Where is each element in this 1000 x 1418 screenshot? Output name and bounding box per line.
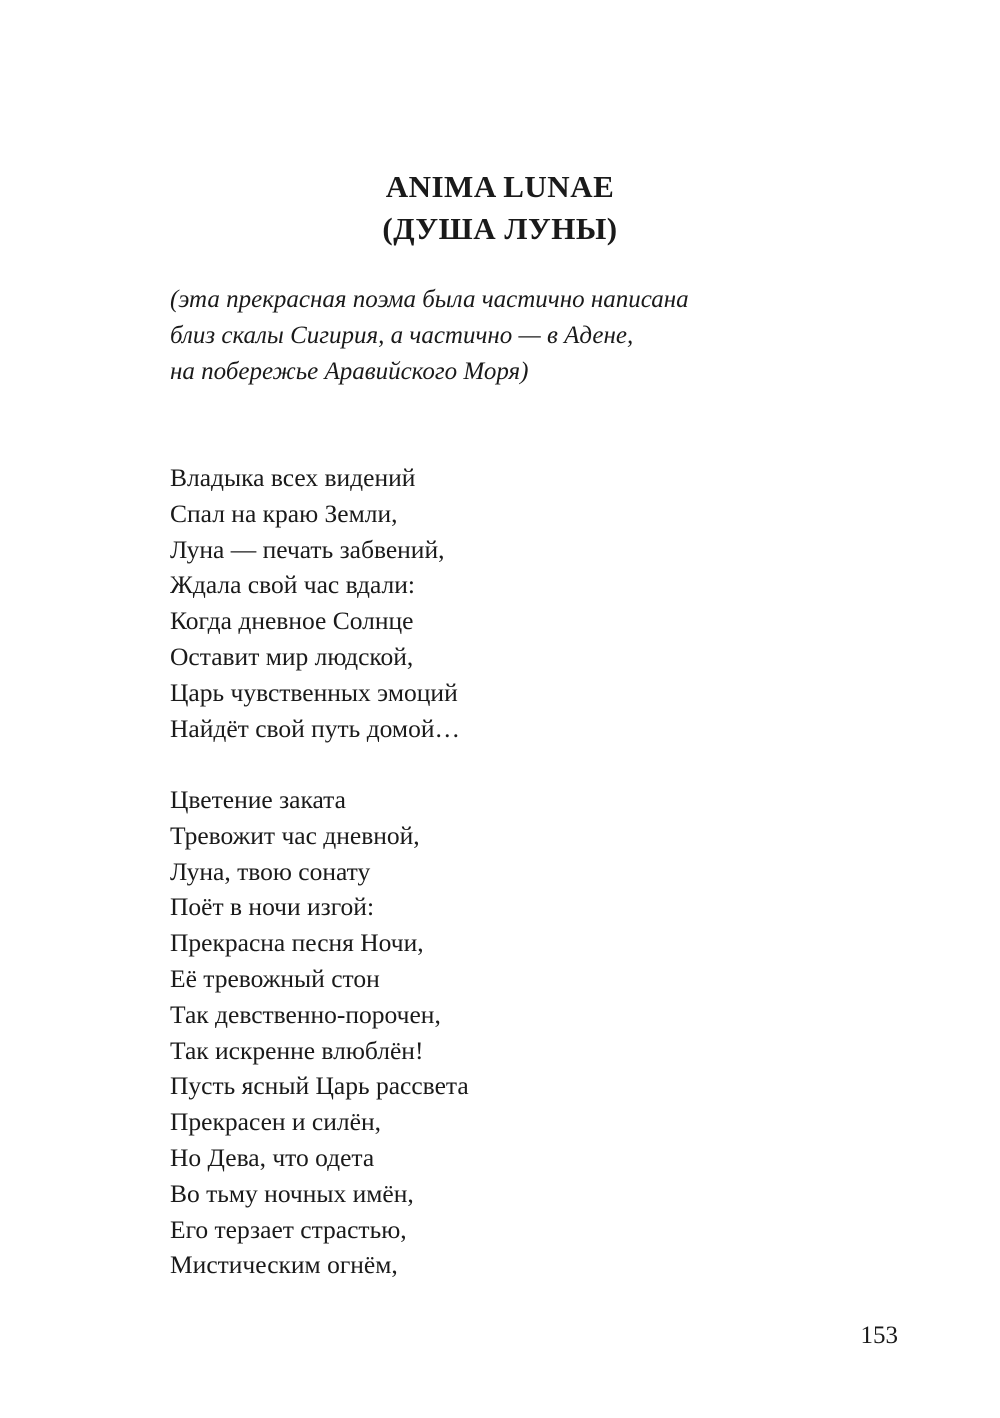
poem-title-russian: (ДУША ЛУНЫ) [382,211,618,246]
verse-line: Владыка всех видений [170,463,416,492]
verse-line: Луна, твою сонату [170,856,371,886]
verse-line: Поёт в ночи изгой: [170,892,375,922]
verse-line: Так искренне влюблён! [170,1035,424,1065]
verse-line: Его терзает страстью, [170,1214,407,1244]
poem-title [0,166,1000,250]
verse-line: Прекрасен и силён, [170,1107,381,1137]
verse-line: Во тьму ночных имён, [170,1178,414,1208]
stanza-2 [170,782,890,1283]
verse-line: Цветение заката [170,785,346,814]
verse-line: Тревожит час дневной, [170,820,420,850]
poem-epigraph [170,282,870,390]
verse-line: Ждала свой час вдали: [170,570,415,600]
stanza-1 [170,460,890,746]
verse-line: Луна — печать забвений, [170,534,445,564]
verse-line: Спал на краю Земли, [170,498,398,528]
verse-line: Царь чувственных эмоций [170,677,458,707]
epigraph-line: (эта прекрасная поэма была частично написана [170,286,689,313]
verse-line: Её тревожный стон [170,963,380,993]
epigraph-line: на побережье Аравийского Моря) [170,358,529,385]
verse-line: Пусть ясный Царь рассвета [170,1071,469,1101]
poem-title-latin: ANIMA LUNAE [385,169,615,204]
page-number: 153 [860,1322,898,1349]
verse-line: Но Дева, что одета [170,1142,375,1172]
verse-line: Прекрасна песня Ночи, [170,928,424,958]
verse-line: Когда дневное Солнце [170,606,414,636]
verse-line: Оставит мир людской, [170,641,414,671]
verse-line: Мистическим огнём, [170,1250,398,1280]
epigraph-line: близ скалы Сигирия, а частично — в Адене, [170,322,634,349]
verse-line: Найдёт свой путь домой… [170,713,460,743]
verse-line: Так девственно-порочен, [170,999,441,1029]
